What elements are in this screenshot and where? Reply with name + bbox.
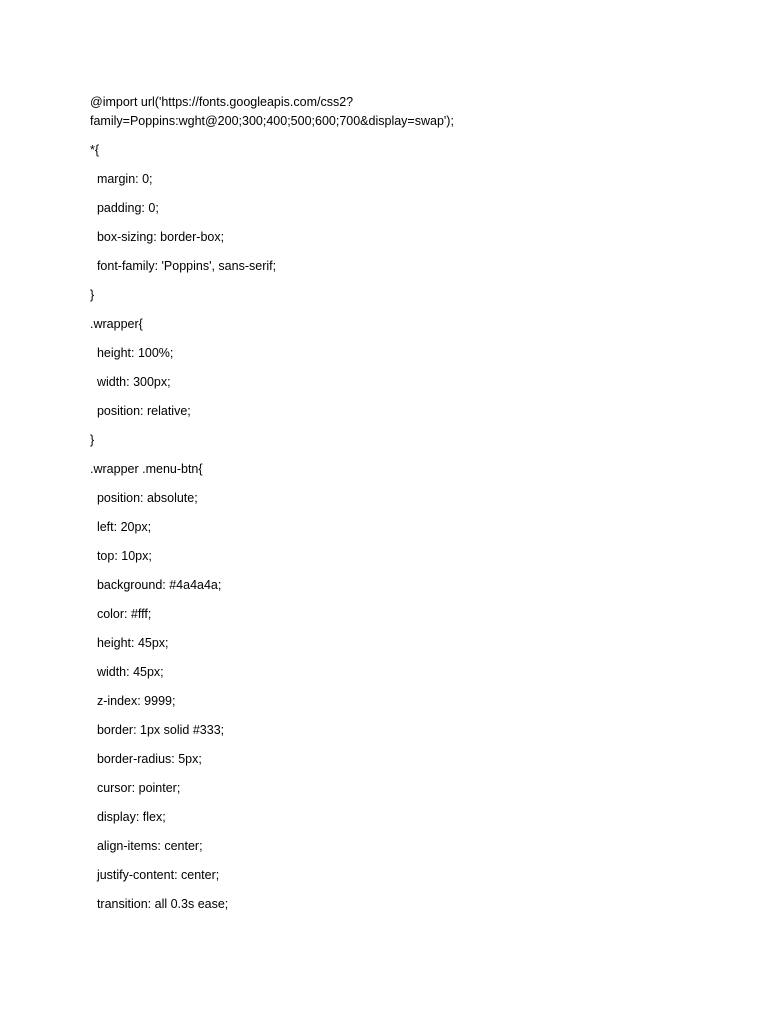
text-line: .wrapper .menu-btn{	[90, 462, 203, 476]
text-line: border-radius: 5px;	[90, 752, 202, 766]
text-line: }	[90, 288, 95, 302]
text-line: z-index: 9999;	[90, 694, 176, 708]
text-line: border: 1px solid #333;	[90, 723, 225, 737]
text-line: background: #4a4a4a;	[90, 578, 222, 592]
text-line: top: 10px;	[90, 549, 152, 563]
text-line: .wrapper{	[90, 317, 143, 331]
text-line: *{	[90, 143, 100, 157]
text-line: font-family: 'Poppins', sans-serif;	[90, 259, 277, 273]
text-line: width: 300px;	[90, 375, 171, 389]
text-line: cursor: pointer;	[90, 781, 181, 795]
text-line: height: 100%;	[90, 346, 174, 360]
text-line: height: 45px;	[90, 636, 169, 650]
text-line: width: 45px;	[90, 665, 164, 679]
text-line: justify-content: center;	[90, 868, 220, 882]
text-line: position: relative;	[90, 404, 191, 418]
text-line: family=Poppins:wght@200;300;400;500;600;700&display=swap');	[90, 114, 454, 128]
text-line: }	[90, 433, 95, 447]
text-line: align-items: center;	[90, 839, 203, 853]
text-line: padding: 0;	[90, 201, 159, 215]
text-line: display: flex;	[90, 810, 166, 824]
text-line: @import url('https://fonts.googleapis.com/css2?	[90, 95, 354, 109]
code-text-block	[90, 94, 730, 925]
text-line: margin: 0;	[90, 172, 153, 186]
text-line: transition: all 0.3s ease;	[90, 897, 229, 911]
text-line: left: 20px;	[90, 520, 152, 534]
text-line: position: absolute;	[90, 491, 198, 505]
text-line: box-sizing: border-box;	[90, 230, 225, 244]
text-line: color: #fff;	[90, 607, 152, 621]
